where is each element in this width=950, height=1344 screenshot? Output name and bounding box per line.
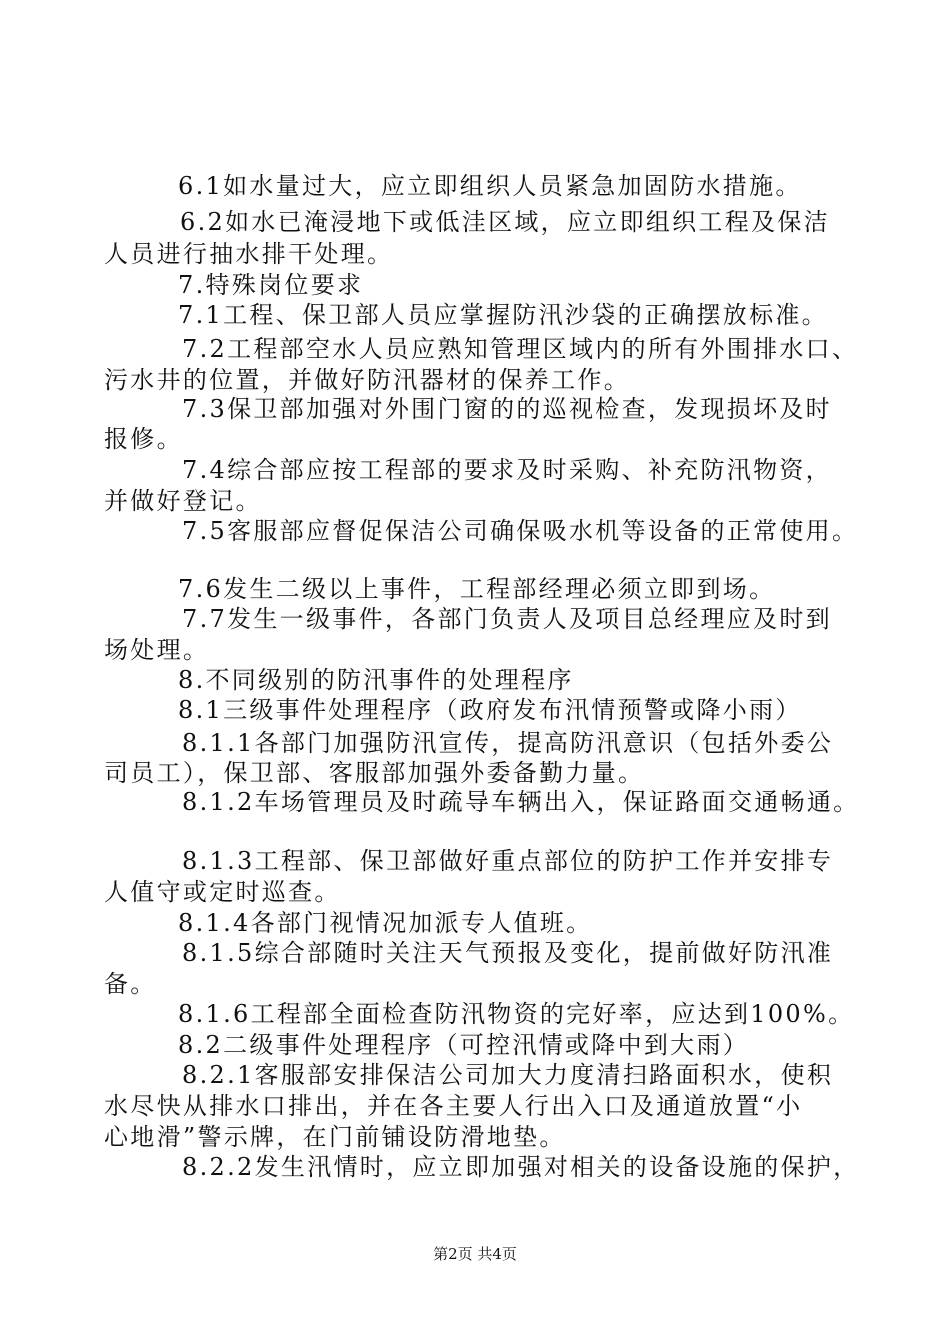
text-line: 8.1.6工程部全面检查防汛物资的完好率，应达到100%。 <box>178 1000 855 1028</box>
text-line: 8.1.4各部门视情况加派专人值班。 <box>178 909 593 937</box>
text-line: 7.1工程、保卫部人员应掌握防汛沙袋的正确摆放标准。 <box>178 301 828 329</box>
text-line: 7.特殊岗位要求 <box>178 271 364 299</box>
text-line: 备。 <box>104 970 157 998</box>
text-line: 8.1.2车场管理员及时疏导车辆出入，保证路面交通畅通。 <box>182 788 860 816</box>
text-line: 报修。 <box>104 425 183 453</box>
text-line: 7.4综合部应按工程部的要求及时采购、补充防汛物资， <box>182 456 832 484</box>
text-line: 司员工），保卫部、客服部加强外委备勤力量。 <box>104 759 645 787</box>
text-line: 人值守或定时巡查。 <box>104 878 341 906</box>
text-line: 7.3保卫部加强对外围门窗的的巡视检查，发现损坏及时 <box>182 395 832 423</box>
text-line: 8.2.1客服部安排保洁公司加大力度清扫路面积水，使积 <box>182 1061 834 1089</box>
text-line: 7.5客服部应督促保洁公司确保吸水机等设备的正常使用。 <box>182 517 859 545</box>
text-line: 场处理。 <box>104 636 210 664</box>
text-line: 8.1.1各部门加强防汛宣传，提高防汛意识（包括外委公 <box>182 729 834 757</box>
text-line: 7.2工程部空水人员应熟知管理区域内的所有外围排水口、 <box>182 335 859 363</box>
text-line: 6.1如水量过大，应立即组织人员紧急加固防水措施。 <box>178 172 802 200</box>
text-line: 8.1.5综合部随时关注天气预报及变化，提前做好防汛准 <box>182 939 834 967</box>
text-line: 7.7发生一级事件，各部门负责人及项目总经理应及时到 <box>182 605 832 633</box>
text-line: 8.1.3工程部、保卫部做好重点部位的防护工作并安排专 <box>182 847 834 875</box>
text-line: 污水井的位置，并做好防汛器材的保养工作。 <box>104 366 630 394</box>
text-line: 8.2.2发生汛情时，应立即加强对相关的设备设施的保护， <box>182 1153 860 1181</box>
text-line: 人员进行抽水排干处理。 <box>104 240 394 268</box>
text-line: 8.1三级事件处理程序（政府发布汛情预警或降小雨） <box>178 696 802 724</box>
text-line: 6.2如水已淹浸地下或低洼区域，应立即组织工程及保洁 <box>180 208 830 236</box>
page-number: 第2页 共4页 <box>433 1245 517 1263</box>
text-line: 水尽快从排水口排出，并在各主要人行出入口及通道放置“小 <box>104 1092 803 1120</box>
text-line: 并做好登记。 <box>104 487 262 515</box>
text-line: 心地滑”警示牌，在门前铺设防滑地垫。 <box>104 1123 566 1151</box>
text-line: 8.2二级事件处理程序（可控汛情或降中到大雨） <box>178 1031 750 1059</box>
text-line: 7.6发生二级以上事件，工程部经理必须立即到场。 <box>178 575 776 603</box>
text-line: 8.不同级别的防汛事件的处理程序 <box>178 666 574 694</box>
